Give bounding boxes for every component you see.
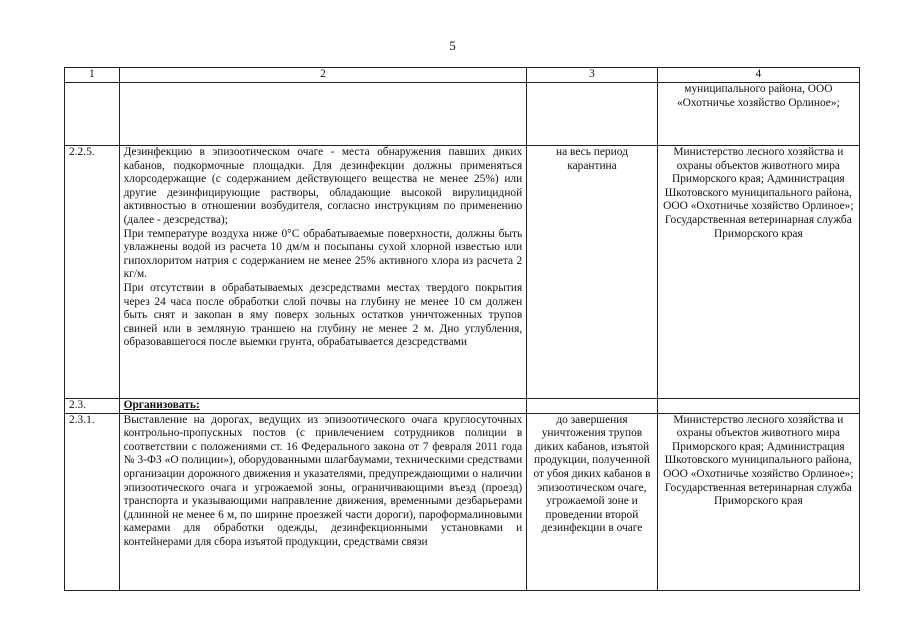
header-col-1: 1 (65, 68, 120, 83)
section-heading: Организовать: (119, 399, 527, 414)
empty-cell (657, 399, 859, 414)
table-row (65, 413, 860, 590)
measure-paragraph: При отсутствии в обрабатываемых дезсредствами местах твердого покрытия через 24 часа после обработки слой почвы на глубину не менее 10 см должен быть снят и закопан в яму поверх зольных остатков уничтоженных трупов свиней или в земляную траншею на глубину не менее 2 м. Дно углубления, образовавшегося после выемки грунта, обрабатывается дезсредствами (123, 281, 523, 349)
responsible-text: муниципального района, ООО «Охотничье хозяйство Орлиное»; (657, 83, 859, 146)
empty-cell (527, 399, 657, 414)
responsible-text: Министерство лесного хозяйства и охраны объектов животного мира Приморского края; Администрация Шкотовского муниципального района, ООО «Охотничье хозяйство Орлиное»; Государственная ветеринарная служба Приморского края (657, 146, 859, 399)
period-text (527, 83, 657, 146)
row-number (65, 83, 120, 146)
table-row (65, 146, 860, 399)
header-col-2: 2 (119, 68, 527, 83)
header-col-3: 3 (527, 68, 657, 83)
measure-text (119, 146, 527, 399)
table-row (65, 399, 860, 414)
table-row (65, 83, 860, 146)
header-col-4: 4 (657, 68, 859, 83)
measure-text (119, 83, 527, 146)
measure-paragraph: При температуре воздуха ниже 0°С обрабатываемые поверхности, должны быть увлажнены водой из расчета 10 дм/м и посыпаны сухой хлорной известью или гипохлоритом натрия с содержанием не менее 25% активного хлора из расчета 2 кг/м. (123, 227, 523, 281)
period-text: до завершения уничтожения трупов диких кабанов, изъятой продукции, полученной от убоя диких кабанов в эпизоотическом очаге, угрожаемой зоне и проведении второй дезинфекции в очаге (527, 413, 657, 590)
responsible-text: Министерство лесного хозяйства и охраны объектов животного мира Приморского края; Администрация Шкотовского муниципального района, ООО «Охотничье хозяйство Орлиное»; Государственная ветеринарная служба Приморского края (657, 413, 859, 590)
row-number: 2.3. (65, 399, 120, 414)
table-header-row (65, 68, 860, 83)
row-number: 2.3.1. (65, 413, 120, 590)
measure-paragraph: Дезинфекцию в эпизоотическом очаге - места обнаружения павших диких кабанов, подкормочные площадки. Для дезинфекции должны применяться хлорсодержащие (с содержанием действующего вещества не менее 25%) или другие дезинфицирующие растворы, обладающие высокой вирулицидной активностью в отношении возбудителя, согласно инструкциям по применению (далее - дезсредства); (123, 146, 523, 226)
row-number: 2.2.5. (65, 146, 120, 399)
period-text: на весь период карантина (527, 146, 657, 399)
page-number: 5 (449, 38, 456, 53)
measures-table (64, 67, 860, 591)
measure-text: Выставление на дорогах, ведущих из эпизоотического очага круглосуточных контрольно-пропускных постов (с привлечением сотрудников полиции в соответствии с положениями ст. 16 Федерального закона от 7 февраля 2011 года № 3-ФЗ «О полиции»), оборудованными шлагбаумами, техническими средствами организации дорожного движения и указателями, предупреждающими о наличии эпизоотического очага и угрожаемой зоны, ограничивающими въезд (проезд) транспорта и указывающими направление движения, временными дезбарьерами (длинной не менее 6 м, по ширине проезжей части дороги), пароформалиновыми камерами для обработки одежды, дезинфекционными установками и контейнерами для сбора изъятой продукции, средствами связи (119, 413, 527, 590)
